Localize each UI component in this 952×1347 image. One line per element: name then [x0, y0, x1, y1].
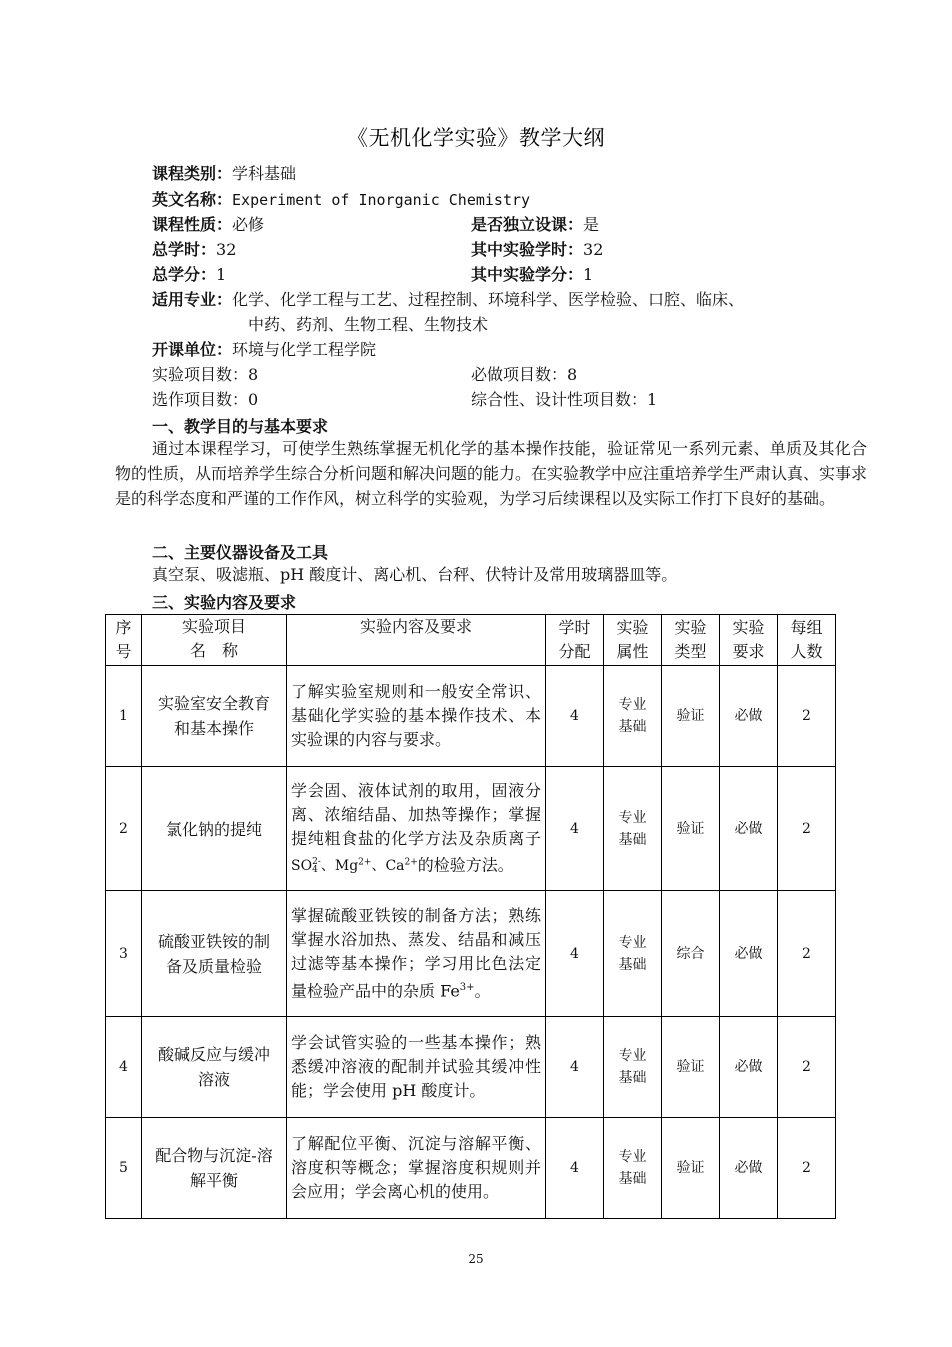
row-req: 必做: [720, 891, 778, 1017]
row-attr: 专业基础: [604, 767, 662, 891]
row-no: 2: [106, 767, 142, 891]
header-content: 实验内容及要求: [287, 615, 546, 666]
total-hours-label: 总学时：: [152, 240, 217, 259]
total-hours-line: [152, 238, 236, 263]
section-2-paragraph: 真空泵、吸滤瓶、pH 酸度计、离心机、台秤、伏特计及常用玻璃器皿等。: [152, 565, 678, 584]
lab-hours-value: 32: [583, 240, 604, 259]
row-type: 验证: [662, 1118, 720, 1219]
row-hours: 4: [546, 1118, 604, 1219]
row-req: 必做: [720, 767, 778, 891]
page-number: 25: [468, 1252, 484, 1266]
english-name-value: Experiment of Inorganic Chemistry: [232, 191, 531, 209]
row-attr: 专业基础: [604, 891, 662, 1017]
table-row: [106, 1017, 836, 1118]
row-group: 2: [778, 1118, 836, 1219]
table-row: [106, 666, 836, 767]
header-name: 实验项目 名 称: [142, 615, 287, 666]
total-hours-value: 32: [216, 240, 237, 259]
row-name: 硫酸亚铁铵的制备及质量检验: [142, 891, 287, 1017]
unit-value: 环境与化学工程学院: [232, 340, 377, 359]
required-count: 必做项目数：8: [471, 365, 578, 384]
row-name: 氯化钠的提纯: [142, 767, 287, 891]
english-name-line: [152, 188, 530, 213]
row-group: 2: [778, 891, 836, 1017]
header-type: 实验 类型: [662, 615, 720, 666]
row-no: 5: [106, 1118, 142, 1219]
total-credits-line: [152, 263, 226, 288]
row-content: 了解实验室规则和一般安全常识、基础化学实验的基本操作技术、本实验课的内容与要求。: [287, 666, 546, 767]
row-attr: 专业基础: [604, 666, 662, 767]
nature-value: 必修: [232, 215, 265, 234]
header-req: 实验 要求: [720, 615, 778, 666]
course-type-line: [152, 162, 296, 187]
nature-label: 课程性质：: [152, 215, 233, 234]
row-content: 学会试管实验的一些基本操作；熟悉缓冲溶液的配制并试验其缓冲性能；学会使用 pH 酸度计。: [287, 1017, 546, 1118]
lab-credits-line: [471, 263, 593, 288]
section-3-heading: 三、实验内容及要求: [152, 593, 297, 612]
row-no: 3: [106, 891, 142, 1017]
row-name: 配合物与沉淀-溶解平衡: [142, 1118, 287, 1219]
majors-line-2: 中药、药剂、生物工程、生物技术: [248, 315, 489, 334]
row-name: 实验室安全教育和基本操作: [142, 666, 287, 767]
row-type: 验证: [662, 666, 720, 767]
header-hours: 学时 分配: [546, 615, 604, 666]
row-group: 2: [778, 767, 836, 891]
row-hours: 4: [546, 1017, 604, 1118]
row-attr: 专业基础: [604, 1118, 662, 1219]
english-name-label: 英文名称：: [152, 190, 233, 209]
row-no: 4: [106, 1017, 142, 1118]
table-row: [106, 1118, 836, 1219]
lab-credits-value: 1: [583, 265, 594, 284]
total-credits-label: 总学分：: [152, 265, 217, 284]
majors-line: [152, 288, 744, 313]
row-req: 必做: [720, 1118, 778, 1219]
row-hours: 4: [546, 891, 604, 1017]
row-name: 酸碱反应与缓冲溶液: [142, 1017, 287, 1118]
table-row: [106, 891, 836, 1017]
item-count: 实验项目数：8: [152, 365, 259, 384]
experiment-table: [105, 614, 836, 1219]
row-group: 2: [778, 1017, 836, 1118]
section-1-paragraph: 通过本课程学习，可使学生熟练掌握无机化学的基本操作技能，验证常见一系列元素、单质及其化合物的性质，从而培养学生综合分析问题和解决问题的能力。在实验教学中应注重培养学生严肃认真、实事求是的科学态度和严谨的工作作风，树立科学的实验观，为学习后续课程以及实际工作打下良好的基础。: [115, 439, 868, 508]
independent-value: 是: [583, 215, 600, 234]
row-attr: 专业基础: [604, 1017, 662, 1118]
section-2-heading: 二、主要仪器设备及工具: [152, 543, 329, 562]
table-row: [106, 767, 836, 891]
lab-credits-label: 其中实验学分：: [471, 265, 584, 284]
row-type: 验证: [662, 1017, 720, 1118]
majors-label: 适用专业：: [152, 290, 233, 309]
total-credits-value: 1: [216, 265, 227, 284]
header-group: 每组 人数: [778, 615, 836, 666]
row-type: 验证: [662, 767, 720, 891]
row-content: 学会固、液体试剂的取用，固液分离、浓缩结晶、加热等操作；掌握提纯粗食盐的化学方法及杂质离子 SO2- 4 、$Mg^{2+}$、$Ca^{2+}$的检验方法。: [287, 767, 546, 891]
row-no: 1: [106, 666, 142, 767]
course-type-label: 课程类别：: [152, 164, 233, 183]
row-content: 掌握硫酸亚铁铵的制备方法；熟练掌握水浴加热、蒸发、结晶和减压过滤等基本操作；学习用比色法定量检验产品中的杂质 $Fe^{3+}$。: [287, 891, 546, 1017]
comprehensive-count: 综合性、设计性项目数：1: [471, 390, 658, 409]
row-type: 综合: [662, 891, 720, 1017]
nature-line: [152, 213, 264, 238]
unit-label: 开课单位：: [152, 340, 233, 359]
row-req: 必做: [720, 666, 778, 767]
course-type-value: 学科基础: [232, 164, 297, 183]
row-group: 2: [778, 666, 836, 767]
lab-hours-line: [471, 238, 603, 263]
elective-count: 选作项目数：0: [152, 390, 259, 409]
row-hours: 4: [546, 767, 604, 891]
unit-line: [152, 338, 376, 363]
independent-line: [471, 213, 599, 238]
majors-value-1: 化学、化学工程与工艺、过程控制、环境科学、医学检验、口腔、临床、: [232, 290, 745, 309]
header-attr: 实验 属性: [604, 615, 662, 666]
lab-hours-label: 其中实验学时：: [471, 240, 584, 259]
row-content: 了解配位平衡、沉淀与溶解平衡、溶度积等概念；掌握溶度积规则并会应用；学会离心机的使用。: [287, 1118, 546, 1219]
independent-label: 是否独立设课：: [471, 215, 584, 234]
row-req: 必做: [720, 1017, 778, 1118]
row-hours: 4: [546, 666, 604, 767]
table-header-row: [106, 615, 836, 666]
section-1-heading: 一、教学目的与基本要求: [152, 417, 329, 436]
page-title: 《无机化学实验》教学大纲: [347, 126, 605, 150]
header-no: 序 号: [106, 615, 142, 666]
